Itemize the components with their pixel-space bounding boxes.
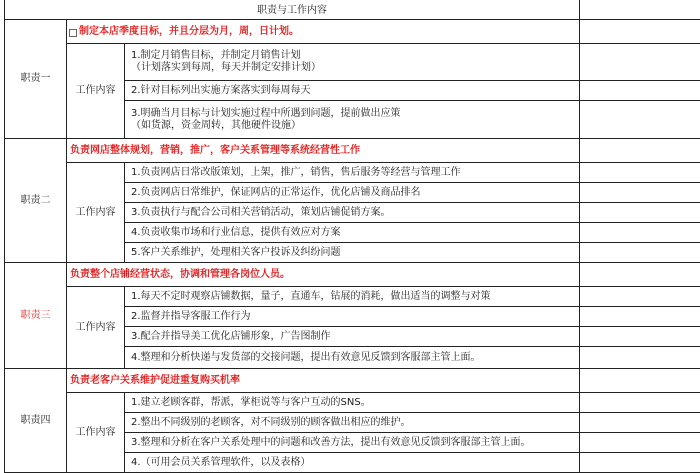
section-title-2: 负责网店整体规划，营销，推广，客户关系管理等系统经营性工作 — [67, 139, 580, 163]
section-remark-2 — [580, 139, 700, 163]
section-title-1: 制定本店季度目标，并且分层为月，周，日计划。 — [67, 20, 580, 44]
duty-label-3: 职责三 — [5, 263, 67, 369]
item-remark — [580, 413, 700, 433]
section-remark-3 — [580, 263, 700, 287]
item-remark — [580, 307, 700, 327]
section-remark-1 — [580, 20, 700, 44]
item-remark — [580, 433, 700, 453]
list-item: 1.制定月销售目标，并制定月销售计划 （计划落实到每周，每天并制定安排计划） — [125, 44, 580, 81]
list-item: 2.整出不同级别的老顾客，对不同级别的顾客做出相应的维护。 — [125, 413, 580, 433]
list-item: 1.每天不定时观察店铺数据，量子，直通车，钻展的消耗，做出适当的调整与对策 — [125, 287, 580, 307]
list-item: 2.负责网店日常维护，保证网店的正常运作，优化店铺及商品排名 — [125, 183, 580, 203]
list-item: 4.整理和分析快递与发货部的交接问题，提出有效意见反馈到客服部主管上面。 — [125, 347, 580, 369]
list-item: 3.整理和分析在客户关系处理中的问题和改善方法，提出有效意见反馈到客服部主管上面。 — [125, 433, 580, 453]
duty-table — [4, 0, 700, 473]
list-item: 1.建立老顾客群，帮派，掌柜说等与客户互动的SNS。 — [125, 393, 580, 413]
section-remark-4 — [580, 369, 700, 393]
work-content-label-4: 工作内容 — [67, 393, 125, 473]
duty-label-1: 职责一 — [5, 20, 67, 139]
duty-label-4: 职责四 — [5, 369, 67, 473]
item-remark — [580, 183, 700, 203]
item-remark — [580, 393, 700, 413]
item-remark — [580, 223, 700, 243]
item-remark — [580, 327, 700, 347]
list-item: 1.负责网店日常改版策划，上架，推广，销售，售后服务等经营与管理工作 — [125, 163, 580, 183]
list-item: 2.监督并指导客服工作行为 — [125, 307, 580, 327]
section-title-3: 负责整个店铺经营状态，协调和管理各岗位人员。 — [67, 263, 580, 287]
list-item: 3.明确当月目标与计划实施过程中所遇到问题，提前做出应策 （如货源，资金周转，其他硬件设施） — [125, 101, 580, 139]
table-header-title: 职责与工作内容 — [5, 0, 580, 20]
list-item: 2.针对目标列出实施方案落实到每周每天 — [125, 81, 580, 101]
work-content-label-3: 工作内容 — [67, 287, 125, 369]
work-content-label-2: 工作内容 — [67, 163, 125, 263]
item-remark — [580, 347, 700, 369]
work-content-label-1: 工作内容 — [67, 44, 125, 139]
duty-label-2: 职责二 — [5, 139, 67, 263]
list-item: 3.配合并指导美工优化店铺形象，广告图制作 — [125, 327, 580, 347]
item-remark — [580, 243, 700, 263]
list-item: 5.客户关系维护，处理相关客户投诉及纠纷问题 — [125, 243, 580, 263]
section-title-4: 负责老客户关系维护促进重复购买机率 — [67, 369, 580, 393]
item-remark — [580, 44, 700, 81]
list-item: 4.（可用会员关系管理软件，以及表格） — [125, 453, 580, 473]
item-remark — [580, 203, 700, 223]
item-remark — [580, 81, 700, 101]
item-remark — [580, 101, 700, 139]
table-header-empty — [580, 0, 700, 20]
list-item: 3.负责执行与配合公司相关营销活动，策划店铺促销方案。 — [125, 203, 580, 223]
item-remark — [580, 163, 700, 183]
item-remark — [580, 287, 700, 307]
list-item: 4.负责收集市场和行业信息，提供有效应对方案 — [125, 223, 580, 243]
